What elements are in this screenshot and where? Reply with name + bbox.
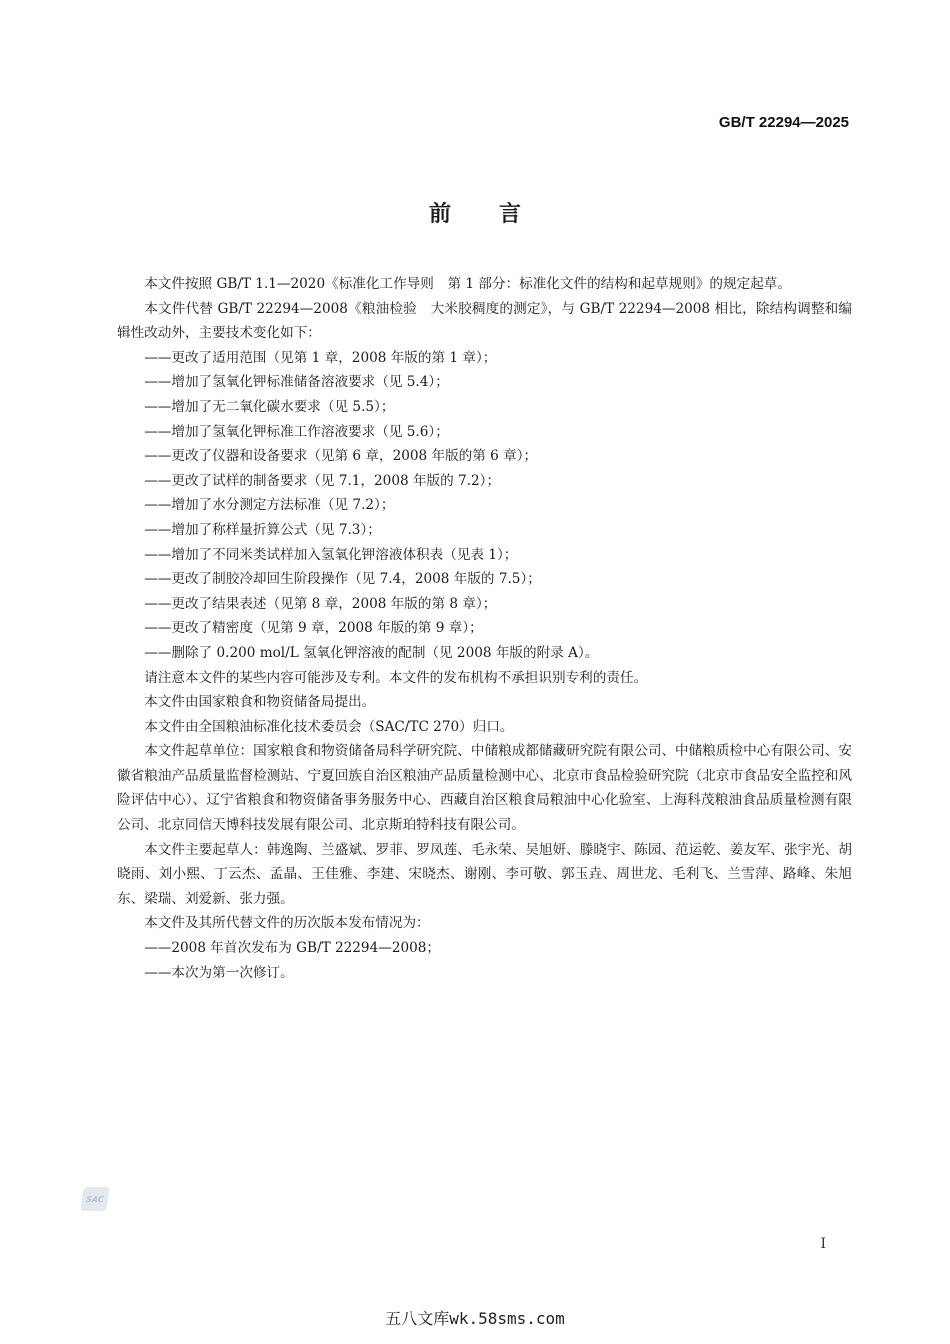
page-title: 前言 xyxy=(428,202,569,227)
patent-notice: 请注意本文件的某些内容可能涉及专利。本文件的发布机构不承担识别专利的责任。 xyxy=(144,669,648,686)
change-item: ——更改了适用范围（见第 1 章，2008 年版的第 1 章）； xyxy=(144,349,497,366)
drafters: 本文件主要起草人：韩逸陶、兰盛斌、罗菲、罗凤莲、毛永荣、吴旭妍、滕晓宇、陈园、范运乾、姜友军、张宇光、胡晓雨、刘小熙、丁云杰、孟晶、王佳雅、李建、宋晓杰、谢刚、李可敬、郭玉垚、周世龙、毛利飞、兰雪萍、路峰、朱旭东、梁瑞、刘爱新、张力强。 xyxy=(117,841,852,907)
change-item: ——增加了氢氧化钾标准工作溶液要求（见 5.6）； xyxy=(144,423,449,440)
change-item: ——增加了无二氧化碳水要求（见 5.5）； xyxy=(144,398,395,415)
footer-watermark: 五八文库wk.58sms.com xyxy=(385,1309,565,1328)
version-item: ——2008 年首次发布为 GB/T 22294—2008； xyxy=(144,940,441,957)
change-item: ——更改了仪器和设备要求（见第 6 章，2008 年版的第 6 章）； xyxy=(144,448,538,465)
drafting-organizations: 本文件起草单位：国家粮食和物资储备局科学研究院、中储粮成都储藏研究院有限公司、中储粮质检中心有限公司、安徽省粮油产品质量监督检测站、宁夏回族自治区粮油产品质量检测中心、北京市食品检验研究院（北京市食品安全监控和风险评估中心）、辽宁省粮食和物资储备事务服务中心、西藏自治区粮食局粮油中心化验室、上海科茂粮油食品质量检测有限公司、北京同信天博科技发展有限公司、北京斯珀特科技有限公司。 xyxy=(117,743,852,834)
proposer-statement: 本文件由国家粮食和物资储备局提出。 xyxy=(144,694,376,711)
change-item: ——更改了试样的制备要求（见 7.1，2008 年版的 7.2）； xyxy=(144,472,501,489)
foreword-body xyxy=(117,272,852,985)
page-number: I xyxy=(820,1236,826,1252)
version-item: ——本次为第一次修订。 xyxy=(144,964,294,981)
change-item: ——更改了精密度（见第 9 章，2008 年版的第 9 章）； xyxy=(144,620,483,637)
document-code: GB/T 22294—2025 xyxy=(718,114,849,131)
change-item: ——更改了结果表述（见第 8 章，2008 年版的第 8 章）； xyxy=(144,595,497,612)
change-item: ——删除了 0.200 mol/L 氢氧化钾溶液的配制（见 2008 年版的附录 A）。 xyxy=(144,644,599,661)
change-item: ——增加了不同米类试样加入氢氧化钾溶液体积表（见表 1）； xyxy=(144,546,518,563)
change-item: ——更改了制胶冷却回生阶段操作（见 7.4，2008 年版的 7.5）； xyxy=(144,571,541,588)
change-item: ——增加了氢氧化钾标准储备溶液要求（见 5.4）； xyxy=(144,374,449,391)
committee-statement: 本文件由全国粮油标准化技术委员会（SAC/TC 270）归口。 xyxy=(144,718,514,735)
change-item: ——增加了称样量折算公式（见 7.3）； xyxy=(144,521,381,538)
change-item: ——增加了水分测定方法标准（见 7.2）； xyxy=(144,497,395,514)
paragraph: 本文件及其所代替文件的历次版本发布情况为： xyxy=(144,915,430,932)
paragraph: 本文件按照 GB/T 1.1—2020《标准化工作导则 第 1 部分：标准化文件的结构和起草规则》的规定起草。 xyxy=(144,276,791,292)
sac-logo-icon: SAC xyxy=(80,1187,109,1211)
paragraph: 本文件代替 GB/T 22294—2008《粮油检验 大米胶稠度的测定》，与 GB/T 22294—2008 相比，除结构调整和编辑性改动外，主要技术变化如下： xyxy=(117,300,852,342)
